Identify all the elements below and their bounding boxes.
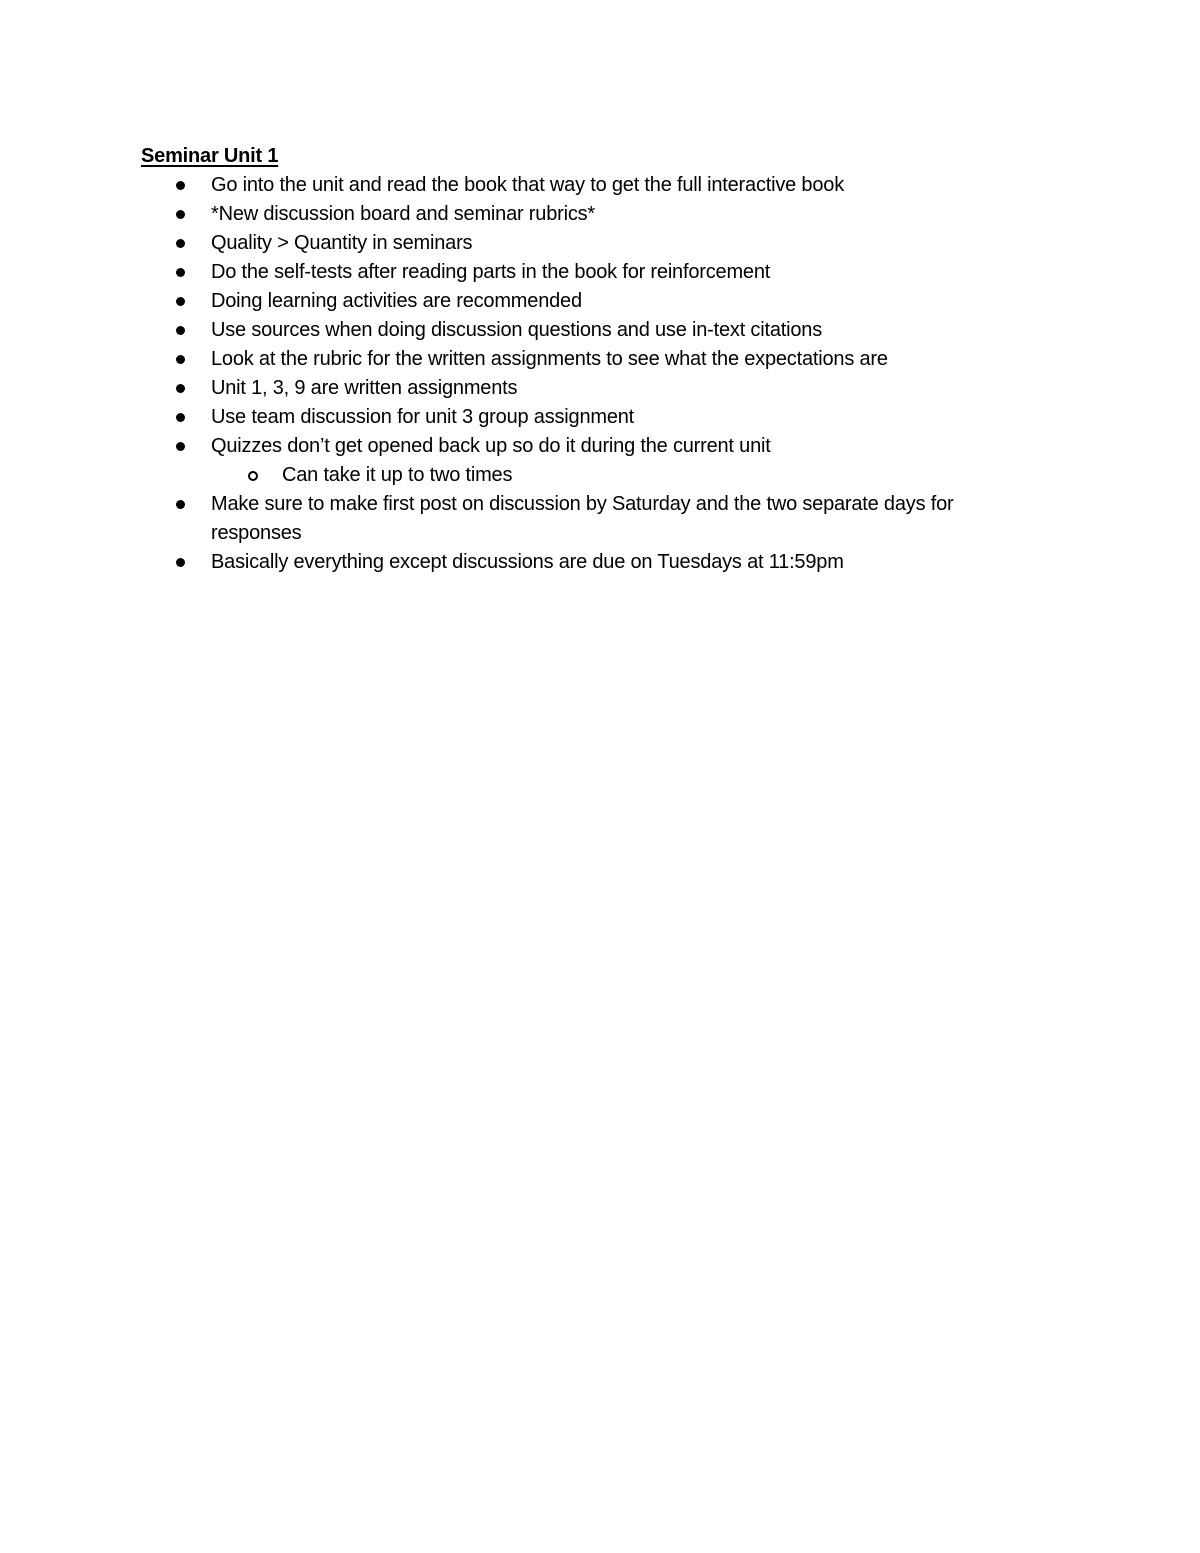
bullet-icon xyxy=(176,558,185,567)
sub-list-item-text: Can take it up to two times xyxy=(282,464,513,486)
list-item-text: *New discussion board and seminar rubrics* xyxy=(211,203,596,225)
list-item-text: Use team discussion for unit 3 group assignment xyxy=(211,406,635,428)
bullet-icon xyxy=(176,326,185,335)
list-item xyxy=(141,403,1041,432)
sub-list-item xyxy=(211,461,1041,490)
list-item xyxy=(141,432,1041,490)
list-item-text: Basically everything except discussions are due on Tuesdays at 11:59pm xyxy=(211,551,844,573)
bullet-icon xyxy=(176,413,185,422)
bullet-icon xyxy=(176,384,185,393)
list-item-text: Go into the unit and read the book that way to get the full interactive book xyxy=(211,174,844,196)
list-item-text: Do the self-tests after reading parts in the book for reinforcement xyxy=(211,261,771,283)
list-item xyxy=(141,374,1041,403)
bullet-icon xyxy=(176,181,185,190)
bullet-icon xyxy=(176,442,185,451)
document-body xyxy=(141,142,1041,577)
bullet-icon xyxy=(176,355,185,364)
list-item xyxy=(141,490,1041,548)
list-item xyxy=(141,200,1041,229)
list-item-text: Doing learning activities are recommended xyxy=(211,290,582,312)
list-item xyxy=(141,287,1041,316)
hollow-bullet-icon xyxy=(248,471,258,481)
bullet-icon xyxy=(176,239,185,248)
list-item xyxy=(141,258,1041,287)
sub-list xyxy=(211,461,1041,490)
list-item-text: Look at the rubric for the written assignments to see what the expectations are xyxy=(211,348,888,370)
list-item-text: Make sure to make first post on discussion by Saturday and the two separate days for responses xyxy=(211,493,954,544)
list-item-text: Quality > Quantity in seminars xyxy=(211,232,473,254)
list-item-text: Unit 1, 3, 9 are written assignments xyxy=(211,377,518,399)
bullet-icon xyxy=(176,297,185,306)
list-item xyxy=(141,345,1041,374)
bullet-icon xyxy=(176,210,185,219)
section-heading: Seminar Unit 1 xyxy=(141,145,279,167)
notes-list xyxy=(141,171,1041,577)
list-item xyxy=(141,171,1041,200)
list-item-text: Use sources when doing discussion questions and use in-text citations xyxy=(211,319,822,341)
list-item xyxy=(141,548,1041,577)
bullet-icon xyxy=(176,500,185,509)
bullet-icon xyxy=(176,268,185,277)
list-item xyxy=(141,316,1041,345)
list-item xyxy=(141,229,1041,258)
list-item-text: Quizzes don’t get opened back up so do it during the current unit xyxy=(211,435,771,457)
